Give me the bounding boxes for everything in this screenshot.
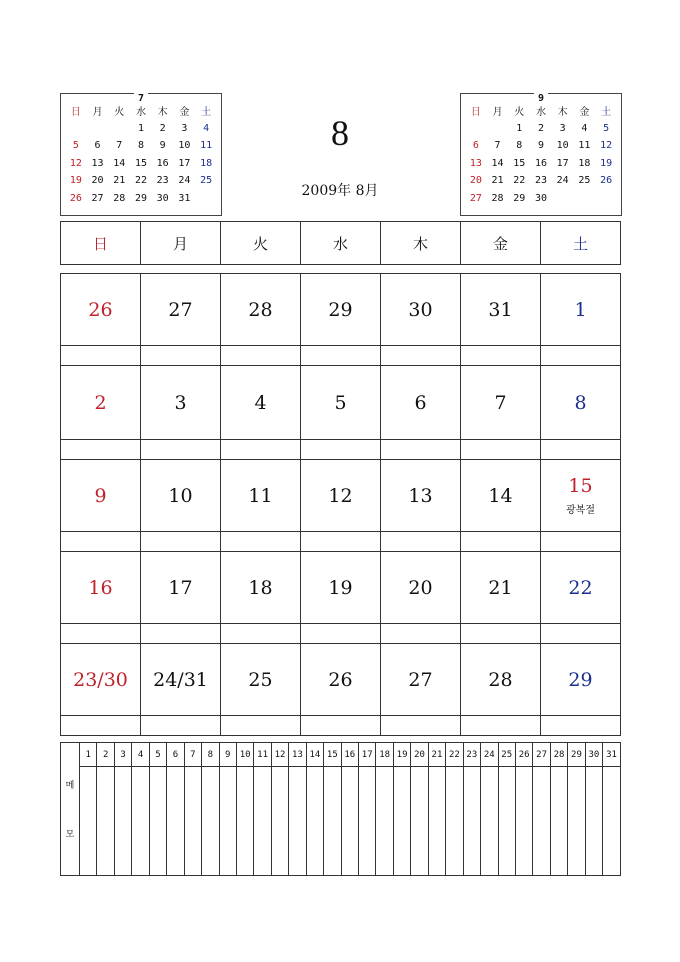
- mini-weekday: 水: [135, 107, 146, 119]
- weekday-friday: 金: [461, 222, 541, 265]
- memo-day-column[interactable]: [376, 767, 393, 876]
- memo-day-number: 30: [585, 743, 602, 767]
- mini-calendar-next: [460, 93, 622, 216]
- memo-day-column[interactable]: [603, 767, 621, 876]
- mini-day: 17: [178, 157, 191, 169]
- mini-day: 31: [178, 192, 191, 204]
- day-cell[interactable]: 12: [301, 460, 381, 532]
- note-cell[interactable]: [461, 716, 541, 736]
- memo-day-column[interactable]: [236, 767, 253, 876]
- mini-day: 29: [134, 192, 147, 204]
- note-cell[interactable]: [221, 440, 301, 460]
- mini-weekday: 土: [201, 107, 212, 119]
- day-cell[interactable]: 21: [461, 552, 541, 624]
- day-cell[interactable]: 26: [61, 274, 141, 346]
- memo-day-column[interactable]: [446, 767, 463, 876]
- memo-day-number: 1: [80, 743, 97, 767]
- memo-label: [61, 743, 80, 876]
- mini-day: 8: [516, 140, 523, 152]
- memo-day-column[interactable]: [568, 767, 585, 876]
- weekday-tuesday: 火: [221, 222, 301, 265]
- mini-weekday: 木: [557, 107, 568, 119]
- memo-day-number: 26: [515, 743, 532, 767]
- weekday-thursday: 木: [381, 222, 461, 265]
- day-cell[interactable]: 3: [141, 366, 221, 440]
- day-cell[interactable]: 7: [461, 366, 541, 440]
- mini-day: 15: [134, 157, 147, 169]
- note-cell[interactable]: [301, 716, 381, 736]
- note-cell[interactable]: [61, 440, 141, 460]
- mini-day: 15: [513, 157, 526, 169]
- note-cell[interactable]: [381, 440, 461, 460]
- day-cell[interactable]: 25: [221, 644, 301, 716]
- mini-day: 22: [513, 175, 526, 187]
- memo-day-number: 9: [219, 743, 236, 767]
- mini-day: 13: [469, 157, 482, 169]
- memo-day-number: 3: [114, 743, 131, 767]
- memo-day-column[interactable]: [149, 767, 166, 876]
- note-cell[interactable]: [141, 440, 221, 460]
- mini-day: 26: [600, 175, 613, 187]
- note-cell[interactable]: [221, 346, 301, 366]
- day-cell[interactable]: 11: [221, 460, 301, 532]
- mini-day: 1: [137, 122, 144, 134]
- memo-day-number: 28: [550, 743, 567, 767]
- note-cell[interactable]: [141, 346, 221, 366]
- memo-day-number: 17: [359, 743, 376, 767]
- mini-day: 30: [534, 192, 547, 204]
- mini-day: 24: [556, 175, 569, 187]
- note-cell[interactable]: [541, 716, 621, 736]
- holiday-day-cell[interactable]: [541, 460, 621, 532]
- weekday-saturday: 土: [541, 222, 621, 265]
- day-cell[interactable]: 9: [61, 460, 141, 532]
- memo-day-number: 22: [446, 743, 463, 767]
- mini-day: [595, 190, 617, 208]
- memo-day-column[interactable]: [359, 767, 376, 876]
- mini-day: 7: [116, 140, 123, 152]
- note-cell[interactable]: [61, 624, 141, 644]
- memo-day-number: 27: [533, 743, 550, 767]
- mini-day: 19: [600, 157, 613, 169]
- mini-weekday: 木: [157, 107, 168, 119]
- note-cell[interactable]: [141, 624, 221, 644]
- mini-day: 27: [91, 192, 104, 204]
- note-cell[interactable]: [141, 532, 221, 552]
- memo-day-column[interactable]: [498, 767, 515, 876]
- mini-day: 25: [578, 175, 591, 187]
- mini-calendar-prev-grid: [65, 102, 217, 207]
- memo-day-number: 5: [149, 743, 166, 767]
- day-cell[interactable]: 1: [541, 274, 621, 346]
- day-cell[interactable]: 16: [61, 552, 141, 624]
- mini-day: 12: [600, 140, 613, 152]
- weekday-header: [60, 221, 621, 265]
- mini-day: 8: [137, 140, 144, 152]
- mini-day: 13: [91, 157, 104, 169]
- mini-day: 21: [113, 175, 126, 187]
- mini-day: 21: [491, 175, 504, 187]
- memo-day-number: 31: [603, 743, 621, 767]
- note-cell[interactable]: [221, 532, 301, 552]
- day-cell[interactable]: 17: [141, 552, 221, 624]
- mini-weekday: 日: [70, 107, 81, 119]
- note-cell[interactable]: [141, 716, 221, 736]
- mini-calendar-next-title: 9: [534, 93, 548, 104]
- day-cell[interactable]: 6: [381, 366, 461, 440]
- note-cell[interactable]: [461, 532, 541, 552]
- mini-day: 25: [200, 175, 213, 187]
- mini-day: 3: [559, 122, 566, 134]
- day-cell[interactable]: 18: [221, 552, 301, 624]
- mini-day: 26: [69, 192, 82, 204]
- mini-calendar-prev: [60, 93, 222, 216]
- note-cell[interactable]: [61, 532, 141, 552]
- memo-day-column[interactable]: [202, 767, 219, 876]
- day-cell[interactable]: 22: [541, 552, 621, 624]
- day-cell[interactable]: 24/31: [141, 644, 221, 716]
- mini-day: [487, 120, 509, 138]
- mini-weekday: 金: [579, 107, 590, 119]
- mini-day: [108, 120, 130, 138]
- mini-day: 12: [69, 157, 82, 169]
- mini-day: 10: [556, 140, 569, 152]
- mini-day: 11: [200, 140, 213, 152]
- memo-day-column[interactable]: [132, 767, 149, 876]
- mini-day: [65, 120, 87, 138]
- mini-day: 22: [134, 175, 147, 187]
- mini-day: 4: [581, 122, 588, 134]
- memo-day-column[interactable]: [515, 767, 532, 876]
- mini-calendar-prev-title: 7: [134, 93, 148, 104]
- mini-day: 14: [491, 157, 504, 169]
- memo-day-column[interactable]: [289, 767, 306, 876]
- memo-day-column[interactable]: [411, 767, 428, 876]
- day-cell[interactable]: 4: [221, 366, 301, 440]
- day-cell[interactable]: 13: [381, 460, 461, 532]
- mini-weekday: 日: [470, 107, 481, 119]
- note-cell[interactable]: [301, 532, 381, 552]
- mini-weekday: 金: [179, 107, 190, 119]
- memo-day-number: 15: [324, 743, 341, 767]
- note-cell[interactable]: [221, 624, 301, 644]
- memo-day-column[interactable]: [167, 767, 184, 876]
- mini-weekday: 火: [114, 107, 125, 119]
- memo-day-column[interactable]: [306, 767, 323, 876]
- memo-day-column[interactable]: [481, 767, 498, 876]
- weekday-sunday: 日: [61, 222, 141, 265]
- day-cell[interactable]: 23/30: [61, 644, 141, 716]
- memo-day-column[interactable]: [585, 767, 602, 876]
- note-cell[interactable]: [301, 440, 381, 460]
- memo-day-number: 11: [254, 743, 271, 767]
- memo-day-number: 2: [97, 743, 114, 767]
- note-cell[interactable]: [381, 532, 461, 552]
- day-cell[interactable]: 29: [541, 644, 621, 716]
- memo-day-column[interactable]: [463, 767, 480, 876]
- note-cell[interactable]: [61, 716, 141, 736]
- mini-day: 5: [603, 122, 610, 134]
- mini-day: 10: [178, 140, 191, 152]
- day-cell[interactable]: 31: [461, 274, 541, 346]
- memo-day-column[interactable]: [533, 767, 550, 876]
- note-cell[interactable]: [541, 624, 621, 644]
- month-number: 8: [331, 113, 349, 153]
- note-cell[interactable]: [221, 716, 301, 736]
- day-cell[interactable]: 19: [301, 552, 381, 624]
- memo-day-number: 6: [167, 743, 184, 767]
- memo-day-column[interactable]: [393, 767, 410, 876]
- note-cell[interactable]: [541, 440, 621, 460]
- memo-day-number: 7: [184, 743, 201, 767]
- note-cell[interactable]: [461, 624, 541, 644]
- memo-day-number: 18: [376, 743, 393, 767]
- mini-day: 19: [69, 175, 82, 187]
- mini-day: 30: [156, 192, 169, 204]
- memo-day-column[interactable]: [80, 767, 97, 876]
- day-cell[interactable]: 14: [461, 460, 541, 532]
- mini-day: 27: [469, 192, 482, 204]
- note-cell[interactable]: [381, 716, 461, 736]
- month-grid: [60, 273, 621, 736]
- mini-weekday: 火: [514, 107, 525, 119]
- note-cell[interactable]: [381, 624, 461, 644]
- day-cell[interactable]: 2: [61, 366, 141, 440]
- mini-day: 28: [113, 192, 126, 204]
- memo-day-number: 13: [289, 743, 306, 767]
- memo-day-column[interactable]: [341, 767, 358, 876]
- year-month-subtitle: 2009年 8月: [301, 183, 379, 199]
- mini-day: 1: [516, 122, 523, 134]
- day-cell[interactable]: 20: [381, 552, 461, 624]
- day-cell[interactable]: 30: [381, 274, 461, 346]
- mini-day: 2: [537, 122, 544, 134]
- memo-day-column[interactable]: [428, 767, 445, 876]
- memo-label-bottom: 모: [65, 830, 75, 840]
- mini-day: 11: [578, 140, 591, 152]
- memo-day-number: 29: [568, 743, 585, 767]
- mini-day: 7: [494, 140, 501, 152]
- mini-day: 3: [181, 122, 188, 134]
- memo-day-column[interactable]: [271, 767, 288, 876]
- note-cell[interactable]: [301, 624, 381, 644]
- memo-day-number: 8: [202, 743, 219, 767]
- holiday-label: 광복절: [566, 505, 595, 516]
- mini-weekday: 月: [492, 107, 503, 119]
- holiday-date: 15: [568, 475, 593, 497]
- mini-day: 18: [578, 157, 591, 169]
- note-cell[interactable]: [381, 346, 461, 366]
- mini-day: [87, 120, 109, 138]
- mini-day: 16: [156, 157, 169, 169]
- memo-day-number: 21: [428, 743, 445, 767]
- mini-day: 20: [91, 175, 104, 187]
- note-cell[interactable]: [461, 346, 541, 366]
- mini-day: [465, 120, 487, 138]
- day-cell[interactable]: 28: [221, 274, 301, 346]
- memo-day-number: 4: [132, 743, 149, 767]
- mini-day: 23: [156, 175, 169, 187]
- note-cell[interactable]: [61, 346, 141, 366]
- mini-day: [574, 190, 596, 208]
- mini-day: 6: [472, 140, 479, 152]
- memo-day-column[interactable]: [184, 767, 201, 876]
- weekday-wednesday: 水: [301, 222, 381, 265]
- note-cell[interactable]: [541, 346, 621, 366]
- mini-day: 9: [537, 140, 544, 152]
- mini-day: 9: [159, 140, 166, 152]
- mini-day: [195, 190, 217, 208]
- memo-day-number: 25: [498, 743, 515, 767]
- weekday-monday: 月: [141, 222, 221, 265]
- memo-day-number: 19: [393, 743, 410, 767]
- day-cell[interactable]: 8: [541, 366, 621, 440]
- memo-day-column[interactable]: [219, 767, 236, 876]
- mini-day: 29: [513, 192, 526, 204]
- memo-day-number: 12: [271, 743, 288, 767]
- mini-day: 2: [159, 122, 166, 134]
- day-cell[interactable]: 5: [301, 366, 381, 440]
- mini-weekday: 土: [601, 107, 612, 119]
- mini-day: 24: [178, 175, 191, 187]
- note-cell[interactable]: [541, 532, 621, 552]
- mini-day: 14: [113, 157, 126, 169]
- mini-day: 6: [94, 140, 101, 152]
- mini-weekday: 月: [92, 107, 103, 119]
- memo-day-number: 14: [306, 743, 323, 767]
- mini-day: 17: [556, 157, 569, 169]
- mini-day: 4: [203, 122, 210, 134]
- memo-day-number: 23: [463, 743, 480, 767]
- day-cell[interactable]: 10: [141, 460, 221, 532]
- mini-day: 16: [534, 157, 547, 169]
- memo-day-column[interactable]: [550, 767, 567, 876]
- mini-weekday: 水: [535, 107, 546, 119]
- day-cell[interactable]: 26: [301, 644, 381, 716]
- memo-day-column[interactable]: [324, 767, 341, 876]
- memo-grid: [60, 742, 621, 876]
- memo-day-column[interactable]: [114, 767, 131, 876]
- mini-day: 23: [534, 175, 547, 187]
- mini-day: [552, 190, 574, 208]
- day-cell[interactable]: 27: [141, 274, 221, 346]
- day-cell[interactable]: 27: [381, 644, 461, 716]
- memo-day-number: 16: [341, 743, 358, 767]
- memo-day-number: 10: [236, 743, 253, 767]
- mini-calendar-next-grid: [465, 102, 617, 207]
- mini-day: 28: [491, 192, 504, 204]
- mini-day: 5: [72, 140, 79, 152]
- memo-day-column[interactable]: [97, 767, 114, 876]
- mini-day: 20: [469, 175, 482, 187]
- note-cell[interactable]: [461, 440, 541, 460]
- note-cell[interactable]: [301, 346, 381, 366]
- mini-day: 18: [200, 157, 213, 169]
- day-cell[interactable]: 29: [301, 274, 381, 346]
- memo-day-number: 20: [411, 743, 428, 767]
- day-cell[interactable]: 28: [461, 644, 541, 716]
- memo-label-top: 메: [65, 781, 75, 791]
- memo-day-column[interactable]: [254, 767, 271, 876]
- memo-day-number: 24: [481, 743, 498, 767]
